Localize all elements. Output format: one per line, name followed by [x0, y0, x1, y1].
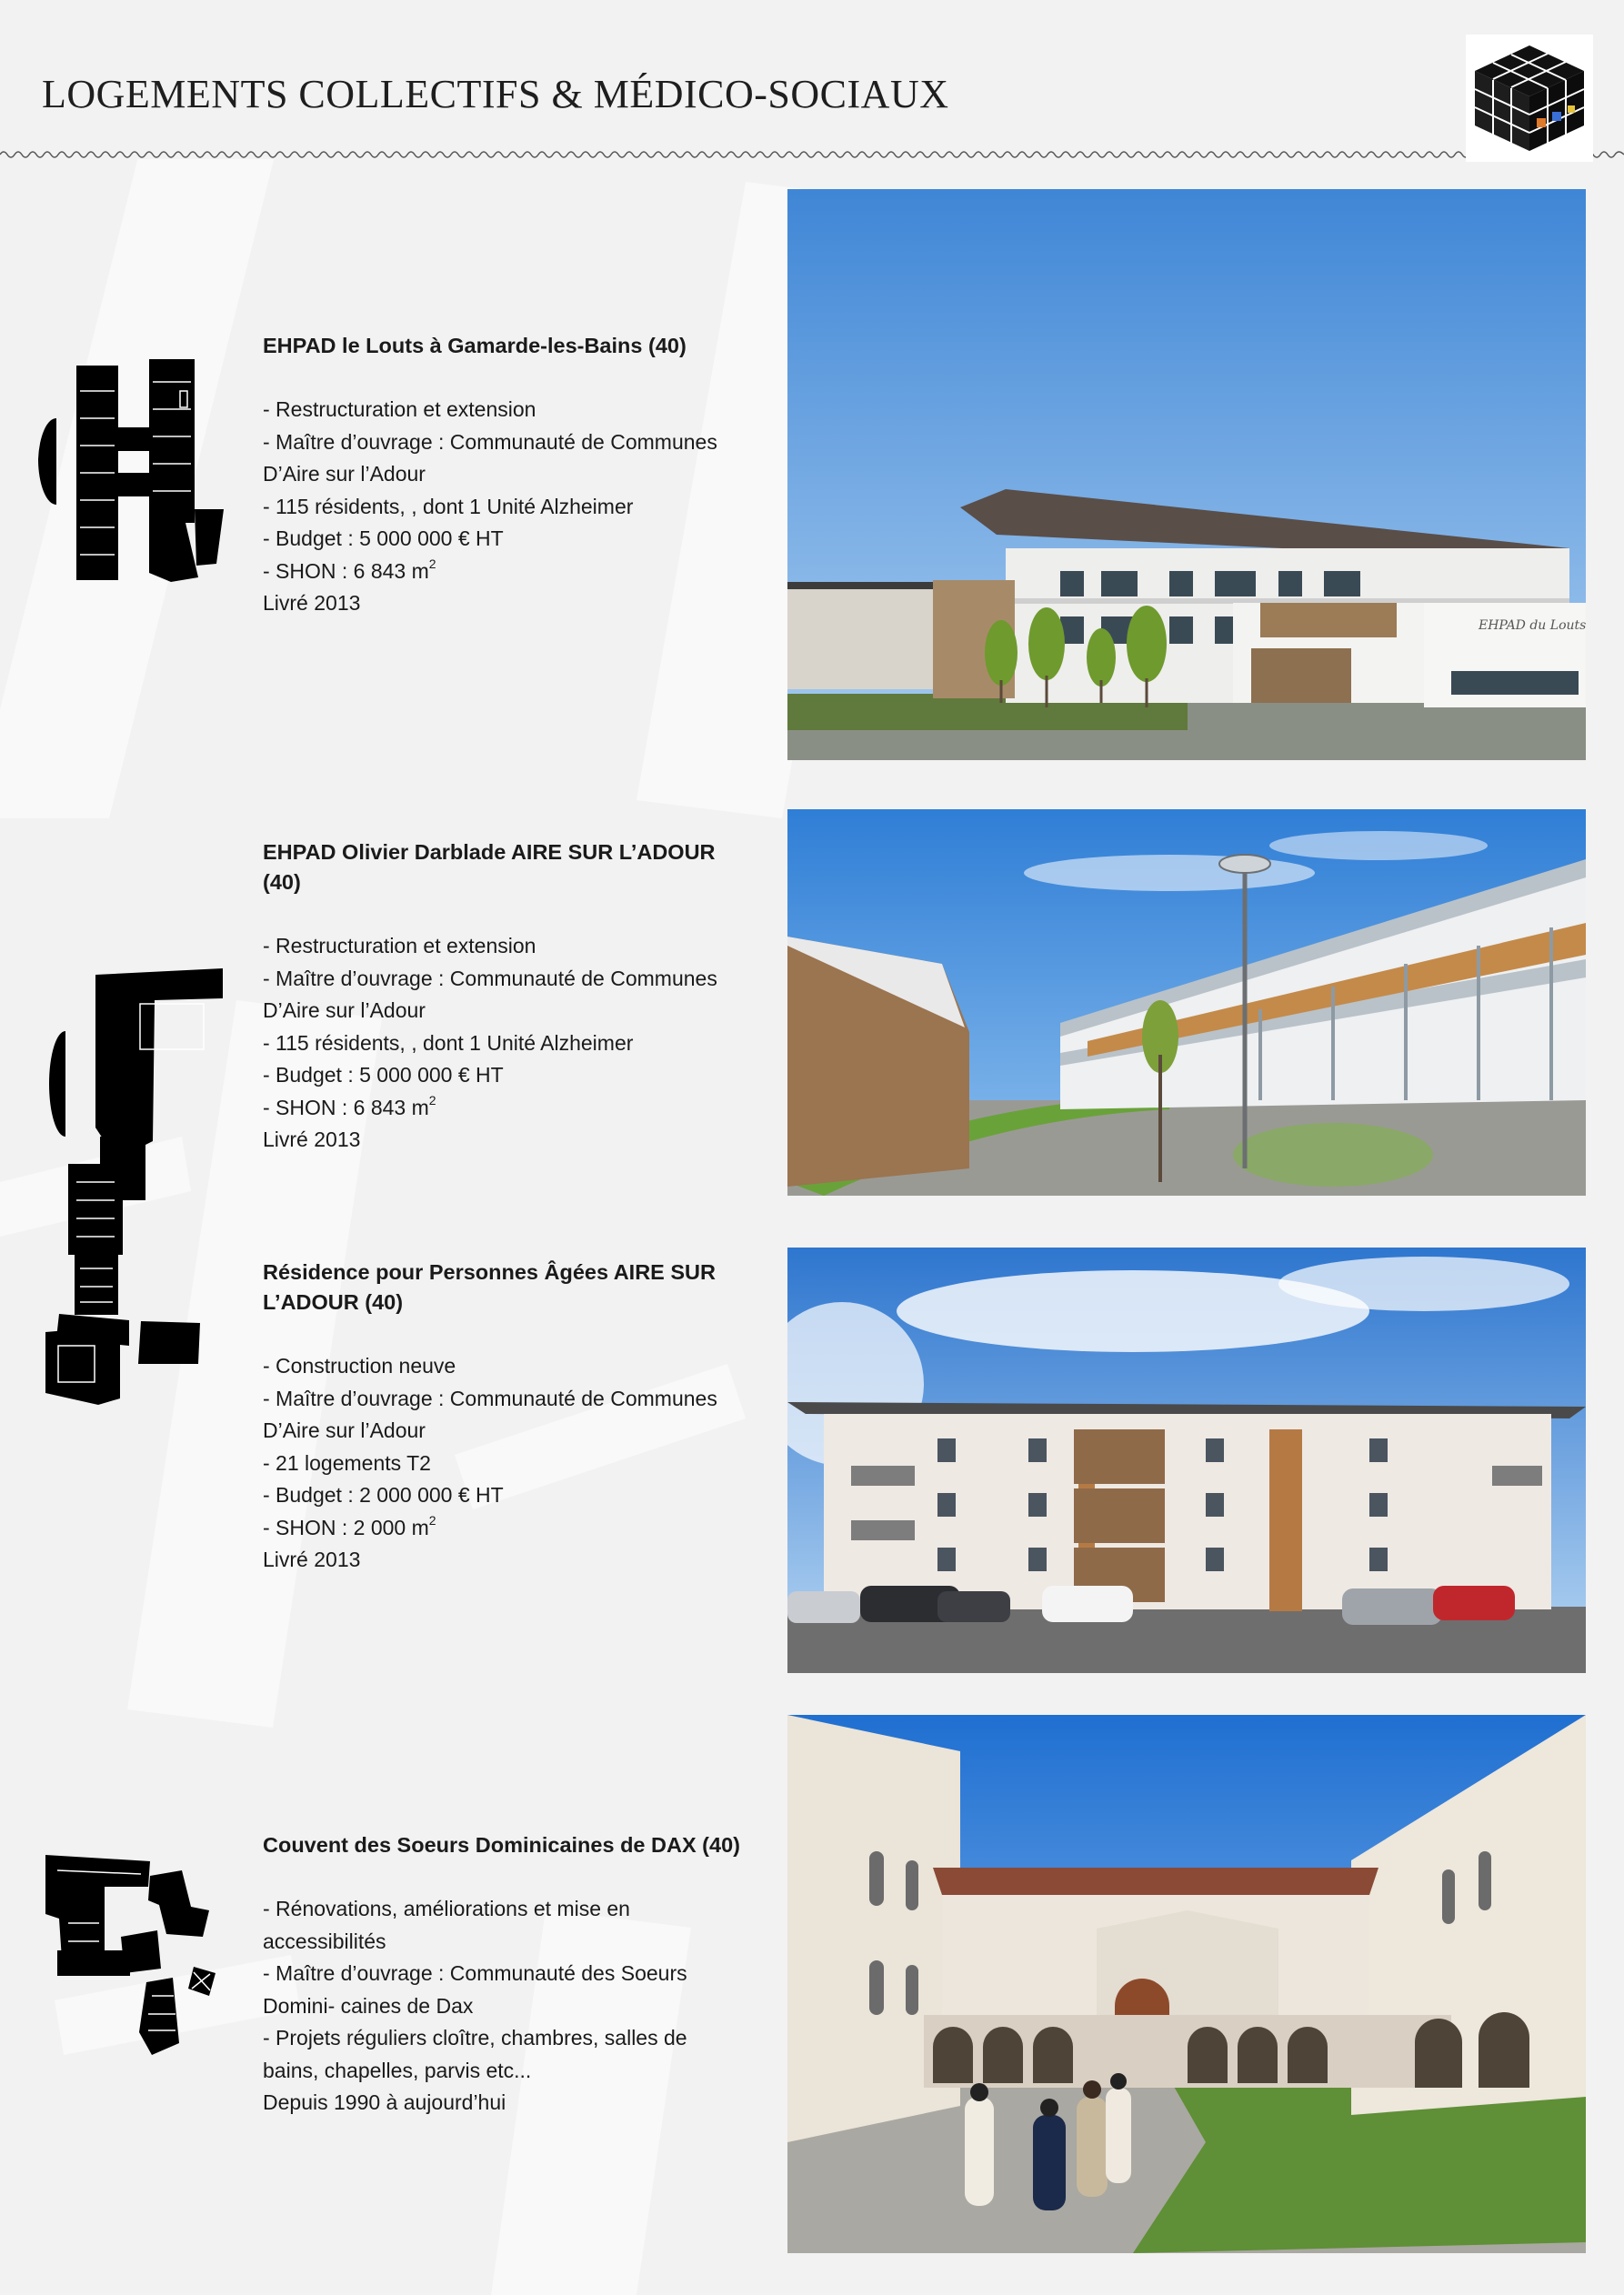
project-detail: - Construction neuve: [263, 1354, 456, 1378]
project-detail: - Budget : 2 000 000 € HT: [263, 1483, 504, 1507]
project-detail: - 115 résidents, , dont 1 Unité Alzheimer: [263, 1030, 634, 1055]
project-detail: - Maître d’ouvrage : Communauté de Communes D’Aire sur l’Adour: [263, 966, 717, 1022]
project-title: Couvent des Soeurs Dominicaines de DAX (40): [263, 1833, 740, 1857]
cube-logo: [1466, 35, 1593, 162]
sign-text: EHPAD du Louts: [1479, 618, 1586, 633]
project-detail: - Restructuration et extension: [263, 397, 536, 421]
project-photo-1: [787, 189, 1586, 760]
project-detail: - Maître d’ouvrage : Communauté des Soeurs Domini- caines de Dax: [263, 1961, 687, 2018]
shon-unit-superscript: 2: [428, 1512, 436, 1528]
project-delivery: Livré 2013: [263, 1127, 361, 1151]
project-photo-4: [787, 1715, 1586, 2253]
project-photo-2: [787, 809, 1586, 1196]
project-detail: - Rénovations, améliorations et mise en accessibilités: [263, 1897, 630, 1953]
project-description: [263, 331, 754, 620]
project-detail: - Restructuration et extension: [263, 934, 536, 957]
project-detail: - Maître d’ouvrage : Communauté de Communes D’Aire sur l’Adour: [263, 1386, 717, 1442]
project-delivery: Depuis 1990 à aujourd’hui: [263, 2090, 506, 2114]
project-shon: [263, 1512, 754, 1545]
project-detail: - Maître d’ouvrage : Communauté de Communes D’Aire sur l’Adour: [263, 429, 717, 486]
shon-value: - SHON : 6 843 m: [263, 558, 429, 583]
shon-unit-superscript: 2: [428, 1092, 436, 1107]
floor-plan-2: [45, 964, 227, 1414]
project-delivery: Livré 2013: [263, 1548, 361, 1571]
shon-value: - SHON : 6 843 m: [263, 1095, 429, 1119]
project-detail: - 115 résidents, , dont 1 Unité Alzheimer: [263, 494, 634, 518]
project-detail: - Projets réguliers cloître, chambres, salles de bains, chapelles, parvis etc...: [263, 2026, 687, 2082]
page-title: LOGEMENTS COLLECTIFS & MÉDICO-SOCIAUX: [42, 72, 949, 116]
project-delivery: Livré 2013: [263, 591, 361, 615]
header-divider: [0, 147, 1624, 162]
project-description: [263, 1830, 754, 2120]
project-description: [263, 837, 754, 1157]
project-title: Résidence pour Personnes Âgées AIRE SUR L’ADOUR (40): [263, 1260, 716, 1314]
project-title: EHPAD Olivier Darblade AIRE SUR L’ADOUR (40): [263, 840, 716, 894]
shon-unit-superscript: 2: [428, 556, 436, 571]
shon-value: - SHON : 2 000 m: [263, 1515, 429, 1539]
project-shon: [263, 556, 754, 588]
project-title: EHPAD le Louts à Gamarde-les-Bains (40): [263, 334, 687, 357]
project-detail: - Budget : 5 000 000 € HT: [263, 1063, 504, 1087]
project-detail: - 21 logements T2: [263, 1450, 431, 1475]
floor-plan-1: [35, 355, 226, 591]
project-shon: [263, 1092, 754, 1125]
project-detail: - Budget : 5 000 000 € HT: [263, 526, 504, 550]
page-header: [0, 0, 1624, 159]
project-photo-3: [787, 1248, 1586, 1673]
floor-plan-4: [41, 1850, 232, 2059]
project-description: [263, 1258, 754, 1577]
